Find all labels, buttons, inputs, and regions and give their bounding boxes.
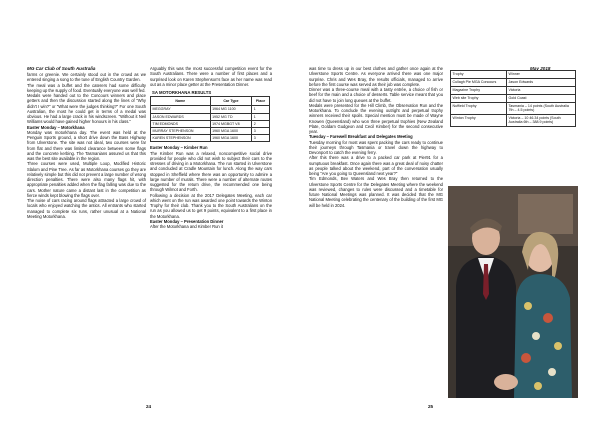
winner-header: Winner: [507, 71, 576, 79]
cell-place: 2: [252, 120, 270, 127]
club-header: MG Car Club of South Australia: [27, 66, 96, 71]
paragraph: The meal was a buffet and the caterers had some difficulty keeping up the supply of food. Eventually everyone was well fed.: [27, 82, 146, 93]
table-row: [451, 86, 576, 94]
paragraph: Medals were presented for the Hill Climb, the Observation Run and the Motorkhana. To conclude the evening outright and perpetual trophy winners received their spoils. Special mention must be made of Wayne Knowen (Queensland) who won three perpetual trophies (New Zealand Plate, Goldam Gudgeon and Cecil Kimber) for the second consecutive year.: [309, 102, 443, 134]
cell-place: 3: [252, 135, 270, 142]
trophy-winner: Victoria – 10 46.34 points (South Australia 6th – 388.9 points): [507, 114, 576, 126]
paragraph: Arguably this was the most successful competition event for the South Australians. There were a number of first places and a surprised look on Karen Stephenson's face as her name was read out as a minor place getter at the Presentation Dinner.: [150, 66, 272, 87]
cell-place: 3: [252, 128, 270, 135]
page-number-right: 25: [428, 404, 434, 409]
table-row: [151, 106, 270, 113]
trophy-name: Winton Trophy: [451, 114, 507, 126]
paragraph: farms or greenie. We certainly stood out in the crowd as we entered singing a song to the tune of English Country Garden.: [27, 72, 146, 83]
paragraph: Following a decision at the 2017 Delegates Meeting, each car which went on the run was awarded one point towards the Winton Trophy for their club. Thank you to the South Australians on the run as you allowed us to get 9 points, equivalent to a first place in the Motorkhana.: [150, 192, 272, 219]
cell-place: 1: [252, 113, 270, 120]
table-row: [151, 120, 270, 127]
cell-name: MEGGRAY: [151, 106, 211, 113]
cell-name: JASON EDWARDS: [151, 113, 211, 120]
cell-car: 1960 MGA 1600: [210, 128, 252, 135]
table-row: [151, 128, 270, 135]
photo-people-icon: [448, 186, 578, 398]
table-row: [451, 114, 576, 126]
paragraph: After the Motorkhana and Kimber Run it: [150, 224, 223, 230]
cell-car: 1964 MG 1100: [210, 106, 252, 113]
table-header: Car Type: [210, 97, 252, 106]
cell-car: 1960 MGA 1600: [210, 135, 252, 142]
table-header: Place: [252, 97, 270, 106]
paragraph: Tim Edmonds, Bev Waters and Wes Bray then returned to the Ulverstone Sports Centre for the Delegates Meeting where the weekend was reviewed, changes to rules were discussed and a timetable for future National Meetings was planned. It was decided that the MG National Meeting celebrating the centenary of the building of the first MG will be held in 2024.: [309, 176, 443, 208]
results-table-title: SA MOTORKHANA RESULTS: [152, 90, 212, 95]
trophy-name: Cullagh Pie MGA Concours: [451, 78, 507, 86]
table-header: Name: [151, 97, 211, 106]
paragraph: The noise of cars racing around flags attracted a large crowd of locals who enjoyed watching the antics. All entrants who started managed to complete six runs, rather unusual at a National Meeting Motorkhana.: [27, 198, 146, 219]
trophy-winners-table: [450, 70, 576, 127]
section-heading: Easter Monday – Kimber Run: [150, 145, 208, 151]
paragraph: Monday was motorkhana day. The event was held at the Penguin Sports ground, a short drive down the Bass Highway from Ulverstone. The site was not ideal, two courses were far from flat and there was limited clearance between some flags and the concrete kerbing. The Tasmanians assured us that this was the best site available in the region.: [27, 129, 146, 161]
paragraph: Tuesday morning for most was spent packing the cars ready to continue their journeys through Tasmania or travel down the highway to Devonport to catch the evening ferry.: [309, 139, 443, 155]
paragraph: Medals were handed out to the Concours winners and place getters and then the discussion started along the lines of "Why didn't I win?" or "What were the judges thinking?" For one South Australian, the most he could get in terms of a medal was obvious. He had a large crack in his windscreen. "Without it Neil Williams would have gained higher honours in his class.": [27, 93, 146, 125]
trophy-name: Magazine Trophy: [451, 86, 507, 94]
section-heading: Easter Monday – Motorkhana: [27, 124, 85, 130]
column-3: [309, 66, 443, 208]
paragraph: The Kimber Run was a relaxed, noncompetitive social drive provided for people who did not wish to subject their cars to the stresses of driving in a Motorkhana. The run started in Ulverstone and concluded at Cradle Mountain for lunch. Along the way cars stopped in Sheffield where there was an opportunity to admire a large number of murals. There were a number of alternate routes suggested for the return drive, the recommended one being through Wilmot and Forth.: [150, 150, 272, 193]
column-2: [150, 66, 272, 229]
trophy-name: Nuffield Trophy: [451, 102, 507, 114]
paragraph: After this there was a drive to a packed car park at Pier91 for a sumptuous breakfast. Once again there was a great deal of noisy chatter as people talked about the weekend, part of the conversation usually being "Are you going to Queensland next year?": [309, 155, 443, 176]
issue-date: May 2018: [530, 66, 551, 71]
table-row: [151, 135, 270, 142]
cell-name: TIM EDMONDS: [151, 120, 211, 127]
cell-car: 1952 MG TD: [210, 113, 252, 120]
table-row: [451, 102, 576, 114]
page-number-left: 24: [146, 404, 152, 409]
cell-place: 1: [252, 106, 270, 113]
paragraph: was time to dress up in our best clothes and gather once again at the Ulverstone Sports Centre. As everyone arrived there was one major surprise. Chris and Wes Bray, the results officials, managed to arrive before the first course was served as their job was complete.: [309, 66, 443, 87]
trophy-header: Trophy: [451, 71, 507, 79]
section-heading: Easter Monday – Presentation Dinner: [150, 218, 224, 224]
motorkhana-results-table: [150, 96, 270, 142]
column-1: [27, 72, 146, 219]
cell-name: MURRAY STEPHENSON: [151, 128, 211, 135]
section-heading: Tuesday – Farewell Breakfast and Delegates Meeting: [309, 134, 413, 140]
paragraph: Dinner was a three-course meal with a tasty entrée, a choice of fish or beef for the main and a choice of desserts. Table service meant that you did not have to join long queues at the buffet.: [309, 87, 443, 103]
table-row: [151, 113, 270, 120]
table-row: [451, 94, 576, 102]
trophy-winner: Victoria: [507, 86, 576, 94]
table-row: [451, 78, 576, 86]
dinner-photo: [448, 186, 578, 398]
trophy-winner: Gold Coast: [507, 94, 576, 102]
trophy-name: Web site Trophy: [451, 94, 507, 102]
trophy-winner: Tasmania – 14 points (South Australia 7th – 4.5 points): [507, 102, 576, 114]
table-row: [451, 71, 576, 79]
trophy-winner: Jason Edwards: [507, 78, 576, 86]
cell-car: 1974 MGBGT V8: [210, 120, 252, 127]
paragraph: Three courses were used, Multiple Loop, Modified Historic Slalom and Pine Tree. As far as Motorkhana courses go they are relatively simple but this did not prevent a large number of wrong direction penalties. There were also many flags hit, with appropriate penalties added when the flag falling was due to the cars. Mother nature came a distant last in the competition as fierce winds kept blowing the flags over.: [27, 161, 146, 198]
cell-name: KAREN STEPHENSON: [151, 135, 211, 142]
